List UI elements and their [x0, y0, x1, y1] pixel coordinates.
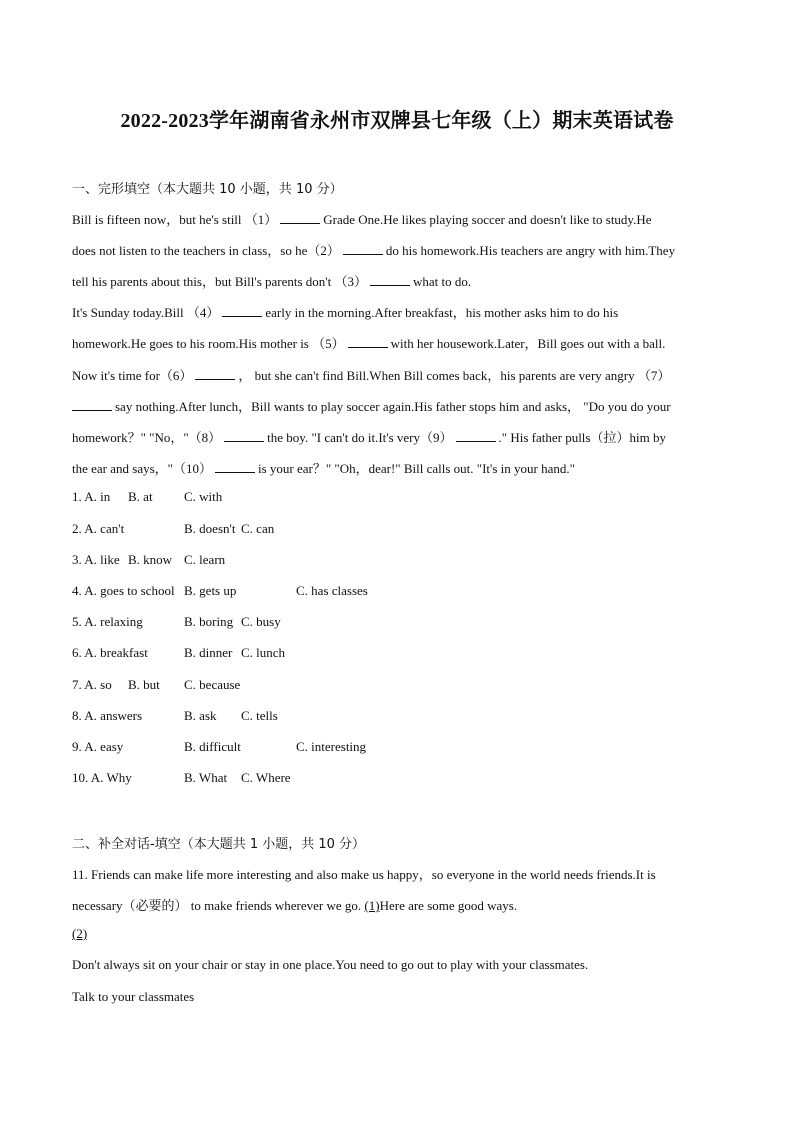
option-a[interactable]: A. easy	[84, 739, 124, 754]
option-b[interactable]: B. difficult	[184, 739, 241, 754]
passage-line: does not listen to the teachers in class，so he（2） do his homework.His teachers are angry with him.They	[72, 243, 676, 258]
option-c[interactable]: C. interesting	[296, 739, 367, 754]
blank-1[interactable]: (1)	[364, 898, 380, 913]
option-c[interactable]: C. tells	[241, 708, 278, 723]
option-b[interactable]: B. dinner	[184, 645, 233, 660]
blank-2[interactable]	[343, 242, 383, 255]
option-b[interactable]: B. What	[184, 770, 228, 785]
page-title: 2022-2023学年湖南省永州市双牌县七年级（上）期末英语试卷	[120, 110, 674, 132]
blank-3[interactable]	[370, 273, 410, 286]
blank-5[interactable]	[348, 335, 388, 348]
option-b[interactable]: B. know	[128, 552, 173, 567]
option-a[interactable]: A. in	[84, 489, 111, 504]
section-1-heading: 一、完形填空（本大题共 10 小题，共 10 分）	[72, 182, 343, 197]
blank-2[interactable]: (2)	[72, 926, 88, 941]
option-a[interactable]: A. Why	[90, 770, 132, 785]
question-6: 6. A. breakfast	[72, 645, 148, 660]
passage-line: homework.He goes to his room.His mother is （5） with her housework.Later，Bill goes out with a ball.	[72, 336, 666, 351]
q11-blank-2	[72, 926, 87, 942]
option-c[interactable]: C. because	[184, 677, 241, 692]
question-7: 7. A. so	[72, 677, 112, 692]
option-c[interactable]: C. can	[241, 521, 275, 536]
q11-line-4: Talk to your classmates	[72, 989, 195, 1004]
option-b[interactable]: B. doesn't	[184, 521, 236, 536]
option-b[interactable]: B. gets up	[184, 583, 237, 598]
question-10: 10. A. Why	[72, 770, 132, 785]
blank-10[interactable]	[215, 460, 255, 473]
passage-line: say nothing.After lunch，Bill wants to play soccer again.His father stops him and asks， "Do you do your	[72, 396, 671, 415]
passage-line: the ear and says，"（10） is your ear？" "Oh，dear!" Bill calls out. "It's in your hand."	[72, 461, 575, 476]
option-a[interactable]: A. relaxing	[84, 614, 143, 629]
option-b[interactable]: B. but	[128, 677, 160, 692]
passage-line: It's Sunday today.Bill （4） early in the morning.After breakfast，his mother asks him to do his	[72, 305, 619, 320]
option-a[interactable]: A. like	[84, 552, 120, 567]
option-b[interactable]: B. ask	[184, 708, 217, 723]
option-a[interactable]: A. goes to school	[84, 583, 175, 598]
question-2: 2. A. can't	[72, 521, 125, 536]
question-9: 9. A. easy	[72, 739, 124, 754]
section-2-heading: 二、补全对话-填空（本大题共 1 小题，共 10 分）	[72, 837, 366, 852]
blank-7[interactable]	[72, 398, 112, 411]
option-b[interactable]: B. at	[128, 489, 153, 504]
passage-line: tell his parents about this，but Bill's parents don't （3） what to do.	[72, 274, 472, 289]
passage-line: Now it's time for（6） ， but she can't find Bill.When Bill comes back，his parents are very angry （7）	[72, 368, 671, 383]
option-c[interactable]: C. lunch	[241, 645, 286, 660]
option-a[interactable]: A. answers	[84, 708, 143, 723]
q11-line-1: 11. Friends can make life more interesting and also make us happy，so everyone in the world needs friends.It is	[72, 867, 656, 882]
option-c[interactable]: C. Where	[241, 770, 291, 785]
q11-line-2: necessary（必要的） to make friends wherever we go. (1)Here are some good ways.	[72, 898, 518, 913]
question-8: 8. A. answers	[72, 708, 143, 723]
question-1: 1. A. in	[72, 489, 111, 504]
option-c[interactable]: C. with	[184, 489, 223, 504]
option-c[interactable]: C. busy	[241, 614, 281, 629]
passage-line: homework？" "No，"（8） the boy. "I can't do it.It's very（9） ." His father pulls（拉）him by	[72, 430, 666, 445]
q11-line-3: Don't always sit on your chair or stay in one place.You need to go out to play with your classmates.	[72, 957, 589, 972]
blank-6[interactable]	[195, 367, 235, 380]
question-5: 5. A. relaxing	[72, 614, 143, 629]
blank-1[interactable]	[280, 211, 320, 224]
question-3: 3. A. like	[72, 552, 120, 567]
option-b[interactable]: B. boring	[184, 614, 234, 629]
blank-4[interactable]	[222, 304, 262, 317]
option-a[interactable]: A. breakfast	[84, 645, 148, 660]
question-4: 4. A. goes to school	[72, 583, 175, 598]
option-c[interactable]: C. has classes	[296, 583, 368, 598]
blank-9[interactable]	[456, 429, 496, 442]
option-a[interactable]: A. can't	[84, 521, 125, 536]
passage-line: Bill is fifteen now，but he's still （1） Grade One.He likes playing soccer and doesn't like to study.He	[72, 212, 652, 227]
option-a[interactable]: A. so	[84, 677, 112, 692]
option-c[interactable]: C. learn	[184, 552, 226, 567]
blank-8[interactable]	[224, 429, 264, 442]
